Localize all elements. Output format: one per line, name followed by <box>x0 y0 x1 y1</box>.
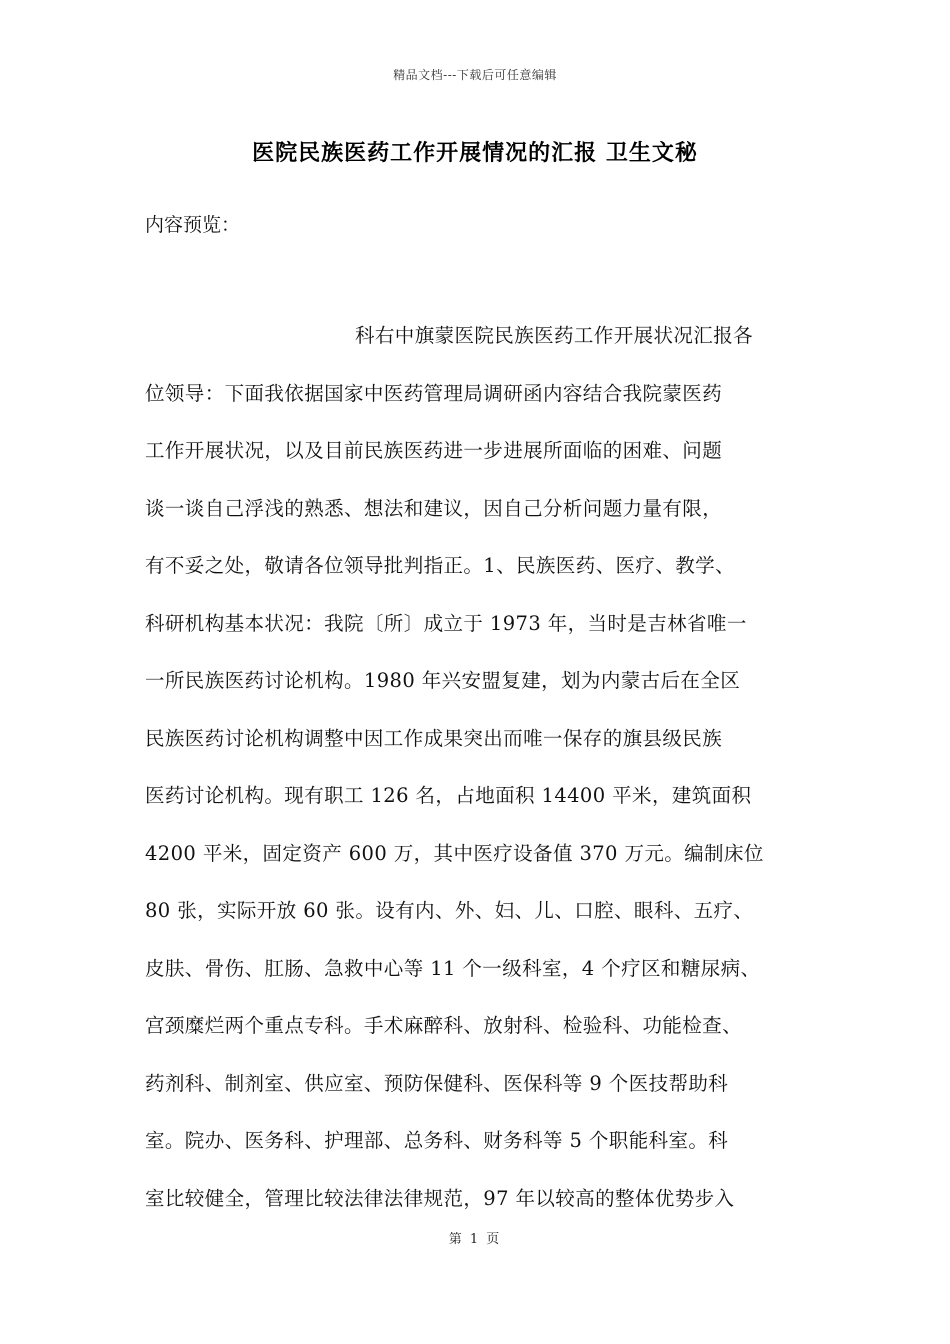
document-body <box>145 321 825 1241</box>
body-line: 工作开展状况，以及目前民族医药进一步进展所面临的困难、问题 <box>145 439 723 462</box>
body-line: 4200 平米，固定资产 600 万，其中医疗设备值 370 万元。编制床位 <box>145 841 764 865</box>
document-title: 医院民族医药工作开展情况的汇报 卫生文秘 <box>252 140 698 166</box>
body-line: 室比较健全，管理比较法律法律规范，97 年以较高的整体优势步入 <box>145 1186 735 1210</box>
body-line: 位领导：下面我依据国家中医药管理局调研函内容结合我院蒙医药 <box>145 381 723 405</box>
header-note: 精品文档---下载后可任意编辑 <box>393 68 557 82</box>
body-line: 药剂科、制剂室、供应室、预防保健科、医保科等 9 个医技帮助科 <box>145 1071 729 1095</box>
body-line: 医药讨论机构。现有职工 126 名，占地面积 14400 平米，建筑面积 <box>145 784 752 807</box>
preview-label: 内容预览： <box>145 214 241 236</box>
body-line: 科右中旗蒙医院民族医药工作开展状况汇报各 <box>355 324 754 347</box>
body-line: 宫颈糜烂两个重点专科。手术麻醉科、放射科、检验科、功能检查、 <box>145 1014 743 1037</box>
body-line: 皮肤、骨伤、肛肠、急救中心等 11 个一级科室，4 个疗区和糖尿病、 <box>145 956 761 980</box>
body-line: 谈一谈自己浮浅的熟悉、想法和建议，因自己分析问题力量有限， <box>145 496 723 520</box>
body-line: 民族医药讨论机构调整中因工作成果突出而唯一保存的旗县级民族 <box>145 726 723 750</box>
body-line: 有不妥之处，敬请各位领导批判指正。1、民族医药、医疗、教学、 <box>145 554 735 577</box>
body-line: 80 张，实际开放 60 张。设有内、外、妇、儿、口腔、眼科、五疗、 <box>145 899 754 922</box>
body-line: 室。院办、医务科、护理部、总务科、财务科等 5 个职能科室。科 <box>145 1129 729 1152</box>
page-number: 第 1 页 <box>448 1232 502 1247</box>
body-line: 一所民族医药讨论机构。1980 年兴安盟复建，划为内蒙古后在全区 <box>145 669 741 692</box>
body-line: 科研机构基本状况：我院〔所〕成立于 1973 年，当时是吉林省唯一 <box>145 611 747 635</box>
